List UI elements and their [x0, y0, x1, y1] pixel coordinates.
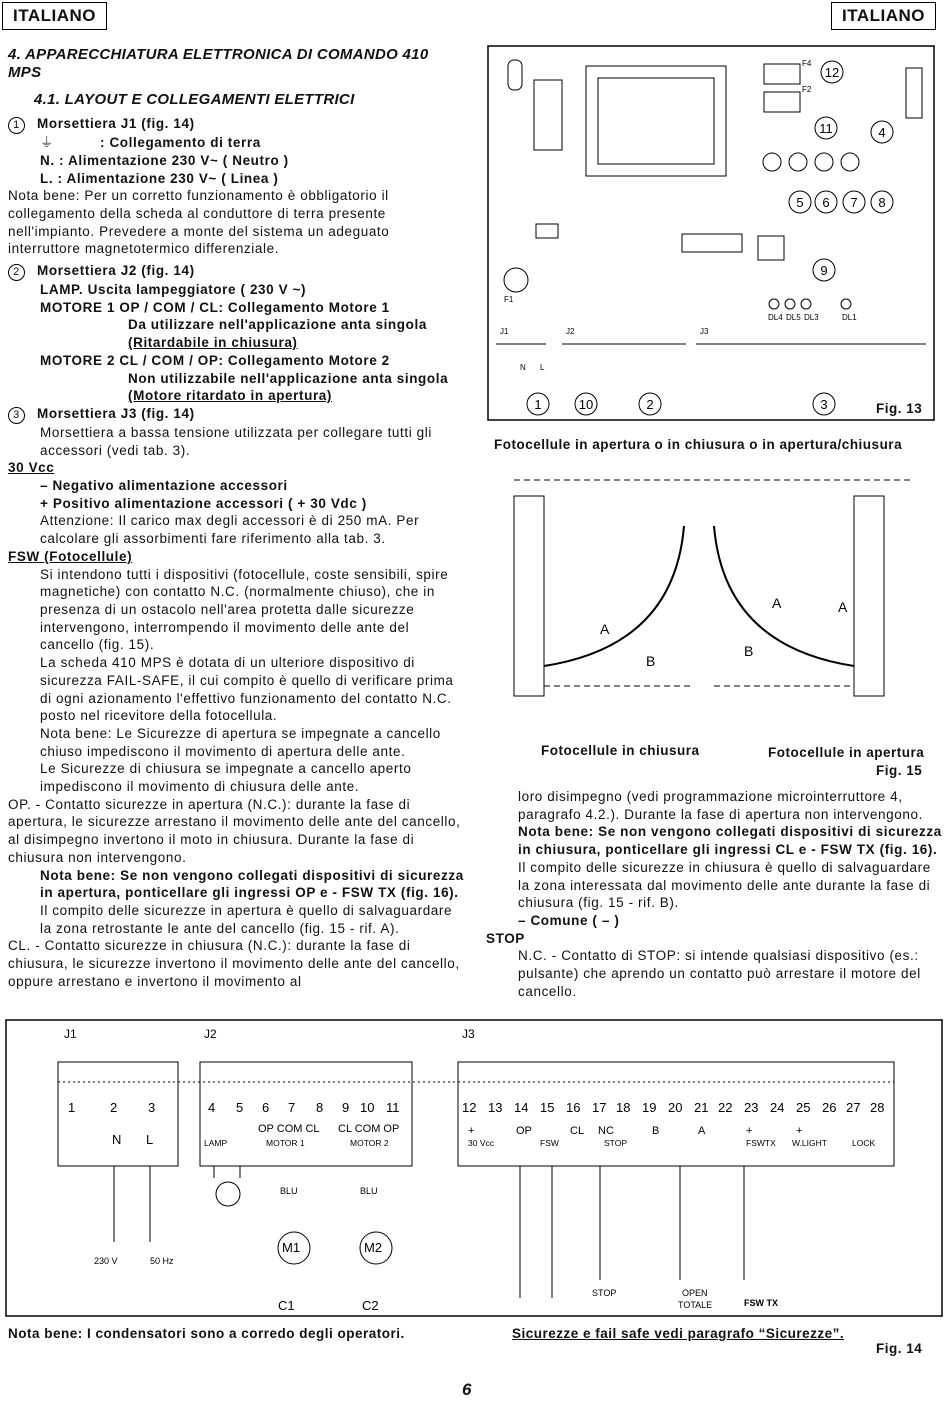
label-open-b: TOTALE — [678, 1300, 713, 1310]
fig13-label-dl3: DL3 — [804, 313, 819, 322]
terminal-9: 9 — [342, 1100, 350, 1115]
label-fswtx: FSW TX — [744, 1298, 778, 1308]
terminal-7: 7 — [288, 1100, 296, 1115]
j3-label-fsw: FSW — [540, 1138, 559, 1148]
label-motor2: MOTOR 2 — [350, 1138, 389, 1148]
terminal-label-l: L — [146, 1132, 154, 1147]
motor1-terms: OP COM CL — [258, 1123, 320, 1135]
right-column — [486, 788, 942, 1000]
motor2-terms: CL COM OP — [338, 1123, 400, 1135]
callout-6: 6 — [822, 195, 830, 210]
terminal-8: 8 — [316, 1100, 324, 1115]
terminal-17: 17 — [592, 1100, 607, 1115]
callout-7: 7 — [850, 195, 858, 210]
motor-m2: M2 — [364, 1240, 383, 1255]
fig15-label-a2: A — [772, 595, 782, 611]
fig13-label-dl5: DL5 — [786, 313, 801, 322]
j1-heading: 1 Morsettiera J1 (fig. 14) — [8, 115, 466, 134]
j3-top-plus1: + — [468, 1125, 475, 1137]
j3-label-vcc: 30 Vcc — [468, 1138, 494, 1148]
j3-top-cl: CL — [570, 1125, 585, 1137]
j3-top-plus2: + — [746, 1125, 753, 1137]
fig14-note-right: Sicurezze e fail safe vedi paragrafo “Sicurezze”. — [512, 1326, 845, 1341]
fig13-label-f1: F1 — [504, 295, 514, 304]
j3-top-op: OP — [516, 1125, 532, 1137]
blu-1: BLU — [280, 1186, 298, 1196]
fig15-label-close: Fotocellule in chiusura — [541, 743, 700, 758]
cl-contact: CL. - Contatto sicurezze in chiusura (N.C.): durante la fase di chiusura, le sicurezze invertono il movimento delle ante del cancello, oppure arrestano e invertono il movimento al — [8, 938, 460, 989]
j3-top-nc: NC — [598, 1125, 614, 1137]
supply-frequency: 50 Hz — [150, 1256, 174, 1266]
callout-12: 12 — [824, 65, 840, 80]
fig14-label-j1: J1 — [64, 1027, 77, 1041]
callout-1: 1 — [534, 397, 542, 412]
terminal-22: 22 — [718, 1100, 733, 1115]
j2-motor1-note: (Ritardabile in chiusura) — [128, 335, 298, 351]
callout-3: 3 — [820, 397, 828, 412]
earth-icon: ⏚ — [40, 135, 55, 151]
section-subtitle: 4.1. LAYOUT E COLLEGAMENTI ELETTRICI — [34, 91, 355, 109]
j3-label-lock: LOCK — [852, 1138, 876, 1148]
fig13-label-n: N — [520, 363, 526, 372]
capacitor-c2: C2 — [362, 1298, 379, 1313]
fig15-label-open: Fotocellule in apertura — [768, 745, 925, 760]
terminal-label-n: N — [112, 1132, 122, 1147]
stop-heading: STOP — [486, 930, 525, 946]
j1-neutral: N. : Alimentazione 230 V~ ( Neutro ) — [40, 152, 289, 168]
callout-10: 10 — [578, 397, 594, 412]
terminal-25: 25 — [796, 1100, 811, 1115]
fsw-para-3: Nota bene: Le Sicurezze di apertura se impegnate a cancello chiuso impediscono il movimento di apertura delle ante. — [40, 725, 441, 759]
callout-5: 5 — [796, 195, 804, 210]
fig14-label-j2: J2 — [204, 1027, 217, 1041]
right-comune: – Comune ( – ) — [518, 912, 620, 928]
terminal-26: 26 — [822, 1100, 837, 1115]
terminal-28: 28 — [870, 1100, 885, 1115]
fig15-gate-diagram — [494, 466, 934, 756]
terminal-16: 16 — [566, 1100, 581, 1115]
terminal-6: 6 — [262, 1100, 270, 1115]
j2-motor1: MOTORE 1 OP / COM / CL: Collegamento Motore 1 — [40, 299, 390, 315]
callout-4: 4 — [878, 125, 886, 140]
j2-motor2: MOTORE 2 CL / COM / OP: Collegamento Motore 2 — [40, 352, 390, 368]
blu-2: BLU — [360, 1186, 378, 1196]
terminal-5: 5 — [236, 1100, 244, 1115]
supply-voltage: 230 V — [94, 1256, 118, 1266]
terminal-24: 24 — [770, 1100, 785, 1115]
fig13-label-f2: F2 — [802, 85, 812, 94]
terminal-21: 21 — [694, 1100, 709, 1115]
terminal-14: 14 — [514, 1100, 529, 1115]
page-number: 6 — [462, 1380, 472, 1399]
label-stop: STOP — [592, 1288, 617, 1298]
j1-note: Nota bene: Per un corretto funzionamento è obbligatorio il collegamento della scheda al conduttore di terra presente nell'impianto. Prevedere a monte del sistema un adeguato interruttore magnetotermico differenziale. — [8, 188, 390, 257]
j3-negative: – Negativo alimentazione accessori — [40, 478, 288, 494]
j3-label-stop: STOP — [604, 1138, 627, 1148]
terminal-2: 2 — [110, 1100, 118, 1115]
fig13-label-f4: F4 — [802, 59, 812, 68]
fig13-label-dl1: DL1 — [842, 313, 857, 322]
terminal-11: 11 — [386, 1100, 400, 1115]
terminal-15: 15 — [540, 1100, 555, 1115]
label-lamp: LAMP — [204, 1138, 228, 1148]
j2-motor2-desc: Non utilizzabile nell'applicazione anta singola — [128, 370, 449, 386]
fig14-caption: Fig. 14 — [876, 1341, 923, 1356]
capacitor-c1: C1 — [278, 1298, 295, 1313]
j3-desc: Morsettiera a bassa tensione utilizzata per collegare tutti gli accessori (vedi tab. 3). — [40, 424, 432, 458]
fig13-board-diagram — [486, 44, 946, 424]
terminal-18: 18 — [616, 1100, 631, 1115]
right-note: Nota bene: Se non vengono collegati dispositivi di sicurezza in chiusura, ponticellare gli ingressi CL e - FSW TX (fig. 16). — [518, 824, 942, 858]
j2-heading: 2 Morsettiera J2 (fig. 14) — [8, 262, 466, 281]
fig15-label-b2: B — [744, 643, 754, 659]
fig13-label-j3: J3 — [700, 327, 709, 336]
label-motor1: MOTOR 1 — [266, 1138, 305, 1148]
op-para: Il compito delle sicurezze in apertura è quello di salvaguardare la zona retrostante le ante del cancello (fig. 15 - rif. A). — [40, 902, 453, 936]
motor-m1: M1 — [282, 1240, 301, 1255]
terminal-19: 19 — [642, 1100, 657, 1115]
left-column — [8, 46, 466, 990]
header-language-left: ITALIANO — [2, 2, 107, 30]
stop-para: N.C. - Contatto di STOP: si intende qualsiasi dispositivo (es.: pulsante) che aprendo un contatto può arrestare il motore del cancello. — [518, 948, 921, 999]
j3-heading: 3 Morsettiera J3 (fig. 14) — [8, 405, 466, 424]
section-title: 4. APPARECCHIATURA ELETTRONICA DI COMANDO 410 MPS — [8, 46, 429, 81]
fsw-para-2: La scheda 410 MPS è dotata di un ulteriore dispositivo di sicurezza FAIL-SAFE, il cui compito è quello di verificare prima di ogni azionamento l'effettivo funzionamento del contatto N.C. posto nel ricevitore della fotocellula. — [40, 655, 454, 724]
j1-earth: ⏚ : Collegamento di terra — [40, 135, 261, 151]
j3-vcc: 30 Vcc — [8, 460, 55, 476]
j3-positive: + Positivo alimentazione accessori ( + 30 Vdc ) — [40, 495, 367, 511]
fsw-para-1: Si intendono tutti i dispositivi (fotocellule, coste sensibili, spire magnetiche) con contatto N.C. (normalmente chiuso), che in presenza di un ostacolo nell'area protetta dalle sicurezze intervengono, interrompendo il movimento delle ante del cancello (fig. 15). — [40, 566, 449, 653]
terminal-12: 12 — [462, 1100, 477, 1115]
fig14-note-left: Nota bene: I condensatori sono a corredo degli operatori. — [8, 1326, 405, 1341]
terminal-4: 4 — [208, 1100, 216, 1115]
terminal-20: 20 — [668, 1100, 683, 1115]
j2-motor1-desc: Da utilizzare nell'applicazione anta singola — [128, 317, 427, 333]
terminal-23: 23 — [744, 1100, 759, 1115]
fig15-label-a1: A — [600, 621, 610, 637]
callout-11: 11 — [819, 121, 833, 136]
header-language-right: ITALIANO — [831, 2, 936, 30]
op-contact: OP. - Contatto sicurezze in apertura (N.C.): durante la fase di apertura, le sicurezze arrestano il movimento delle ante del cancello, al disimpegno invertono il moto in chiusura. Durante la fase di chiusura non intervengono. — [8, 796, 461, 865]
fig15-caption: Fig. 15 — [876, 763, 923, 778]
fig13-label-dl4: DL4 — [768, 313, 783, 322]
right-para-1: loro disimpegno (vedi programmazione microinterruttore 4, paragrafo 4.2.). Durante la fase di apertura non intervengono. — [518, 789, 923, 822]
fsw-para-4: Le Sicurezze di chiusura se impegnate a cancello aperto impediscono il movimento di chiusura delle ante. — [40, 761, 412, 795]
j2-lamp: LAMP. Uscita lampeggiatore ( 230 V ~) — [40, 282, 307, 298]
fig13-label-j2: J2 — [566, 327, 575, 336]
fig15-title: Fotocellule in apertura o in chiusura o in apertura/chiusura — [494, 437, 903, 452]
terminal-10: 10 — [360, 1100, 375, 1115]
fig13-caption: Fig. 13 — [876, 401, 923, 416]
j3-attention: Attenzione: Il carico max degli accessori è di 250 mA. Per calcolare gli assorbimenti fare riferimento alla tab. 3. — [40, 513, 420, 547]
j3-label-fswtx: FSWTX — [746, 1138, 776, 1148]
terminal-3: 3 — [148, 1100, 156, 1115]
fig14-label-j3: J3 — [462, 1027, 475, 1041]
callout-2: 2 — [646, 397, 654, 412]
fig14-wiring-diagram — [4, 1018, 946, 1318]
op-note: Nota bene: Se non vengono collegati dispositivi di sicurezza in apertura, ponticellare gli ingressi OP e - FSW TX (fig. 16). — [40, 867, 464, 901]
fig13-label-j1: J1 — [500, 327, 509, 336]
callout-9: 9 — [820, 263, 828, 278]
j1-line: L. : Alimentazione 230 V~ ( Linea ) — [40, 170, 279, 186]
fig15-label-a3: A — [838, 599, 848, 615]
j3-top-plus3: + — [796, 1125, 803, 1137]
terminal-1: 1 — [68, 1100, 76, 1115]
label-open-a: OPEN — [682, 1288, 708, 1298]
fsw-heading: FSW (Fotocellule) — [8, 548, 133, 564]
terminal-13: 13 — [488, 1100, 503, 1115]
j3-top-a: A — [698, 1125, 706, 1137]
j2-motor2-note: (Motore ritardato in apertura) — [128, 388, 333, 404]
terminal-27: 27 — [846, 1100, 861, 1115]
j3-label-wlight: W.LIGHT — [792, 1138, 827, 1148]
right-para-2: Il compito delle sicurezze in chiusura è quello di salvaguardare la zona interessata dal movimento delle ante durante la fase di chiusura (fig. 15 - rif. B). — [518, 859, 931, 911]
fig13-label-l: L — [540, 363, 545, 372]
callout-8: 8 — [878, 195, 886, 210]
j3-top-b: B — [652, 1125, 660, 1137]
fig15-label-b1: B — [646, 653, 656, 669]
